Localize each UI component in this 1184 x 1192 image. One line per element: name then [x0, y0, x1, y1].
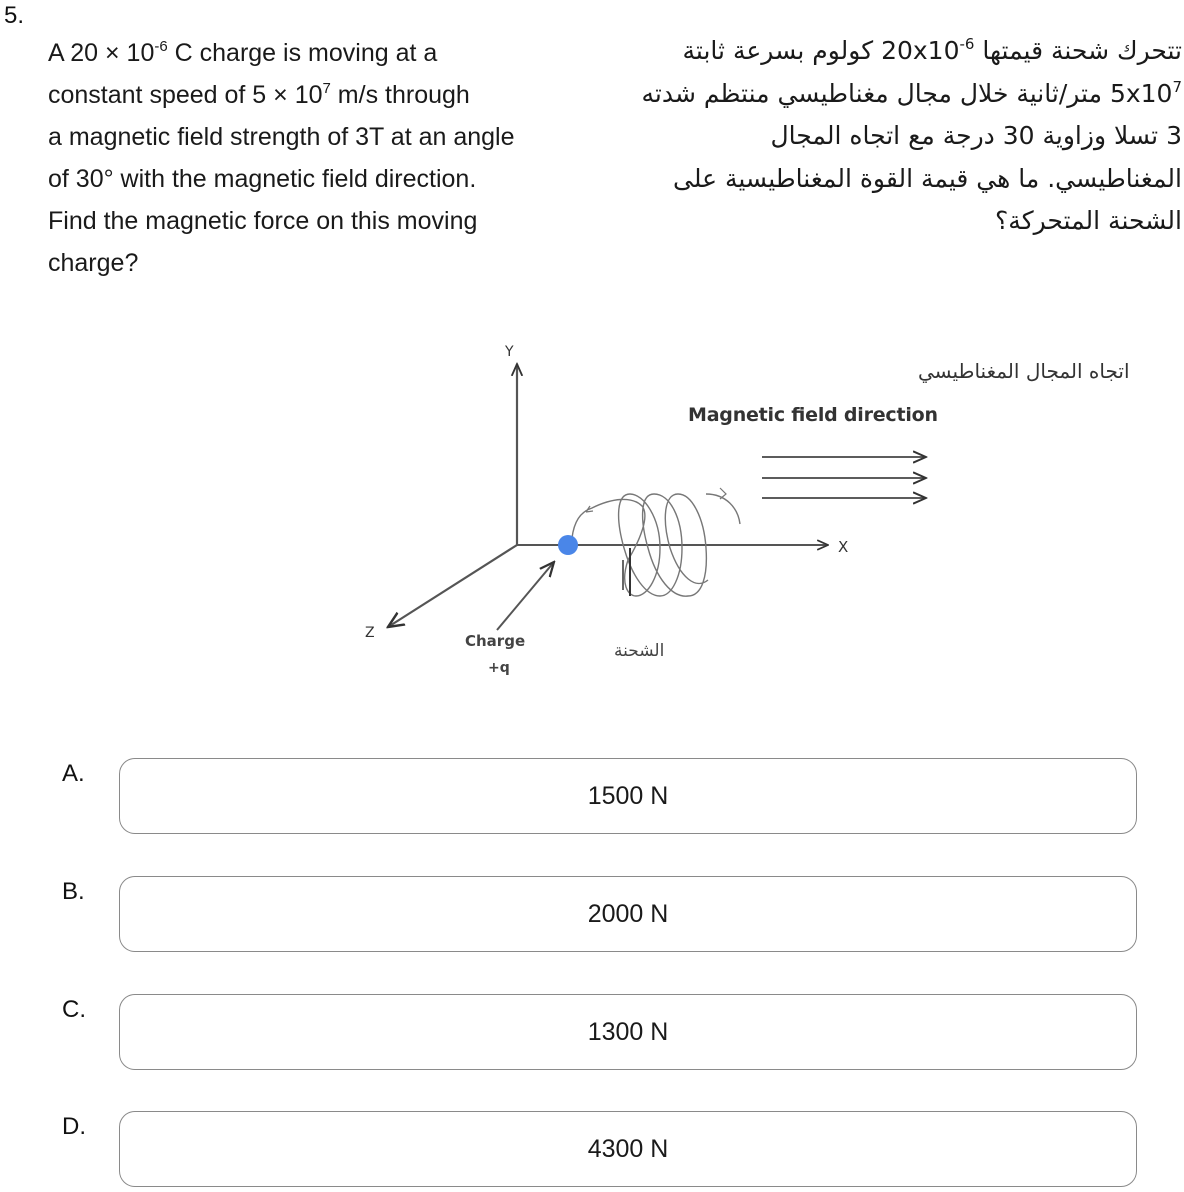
helix-exit-curve-icon: [706, 494, 740, 524]
charge-label: Charge: [465, 632, 526, 650]
question-line-ar: المغناطيسي. ما هي قيمة القوة المغناطيسية على: [672, 163, 1182, 193]
charge-pointer-arrow: [497, 562, 554, 630]
option-b-letter: B.: [62, 878, 85, 905]
option-b-button[interactable]: [119, 876, 1137, 952]
option-c-letter: C.: [62, 996, 86, 1023]
question-line: charge?: [48, 249, 139, 277]
y-axis-label: Y: [505, 344, 514, 360]
option-c-value: 1300 N: [587, 1017, 669, 1046]
question-line: of 30° with the magnetic field direction.: [48, 165, 477, 193]
field-direction-label-ar: اتجاه المجال المغناطيسي: [918, 359, 1130, 383]
question-number: 5.: [4, 2, 25, 29]
option-c-button[interactable]: [119, 994, 1137, 1070]
charge-dot-icon: [558, 535, 578, 555]
charge-sign: +q: [488, 660, 510, 676]
question-line: a magnetic field strength of 3T at an angle: [48, 123, 515, 151]
option-d-letter: D.: [62, 1113, 86, 1140]
option-b-value: 2000 N: [587, 899, 669, 928]
charge-label-ar: الشحنة: [614, 641, 665, 661]
z-axis: [388, 545, 517, 627]
option-a-letter: A.: [62, 760, 85, 787]
question-line: Find the magnetic force on this moving: [48, 207, 478, 235]
question-line-ar: الشحنة المتحركة؟: [995, 206, 1182, 235]
option-a-value: 1500 N: [587, 781, 669, 810]
question-line-ar: $5x10^7$ متر/ثانية خلال مجال مغناطيسي منتظم شدته: [641, 77, 1182, 108]
option-d-value: 4300 N: [587, 1134, 669, 1163]
field-direction-label: Magnetic field direction: [688, 404, 938, 426]
question-line-ar: تتحرك شحنة قيمتها $20x10^{-6}$ كولوم بسرعة ثابتة: [682, 35, 1182, 65]
question-line-ar: 3 تسلا وزاوية 30 درجة مع اتجاه المجال: [770, 121, 1182, 150]
question-line: A $20 \times 10^{-6}$ C charge is moving at a: [48, 38, 438, 67]
z-axis-label: Z: [365, 625, 375, 641]
option-d-button[interactable]: [119, 1111, 1137, 1187]
question-line: constant speed of $5 \times 10^7$ m/s through: [48, 80, 470, 109]
option-a-button[interactable]: [119, 758, 1137, 834]
x-axis-label: X: [838, 538, 849, 556]
